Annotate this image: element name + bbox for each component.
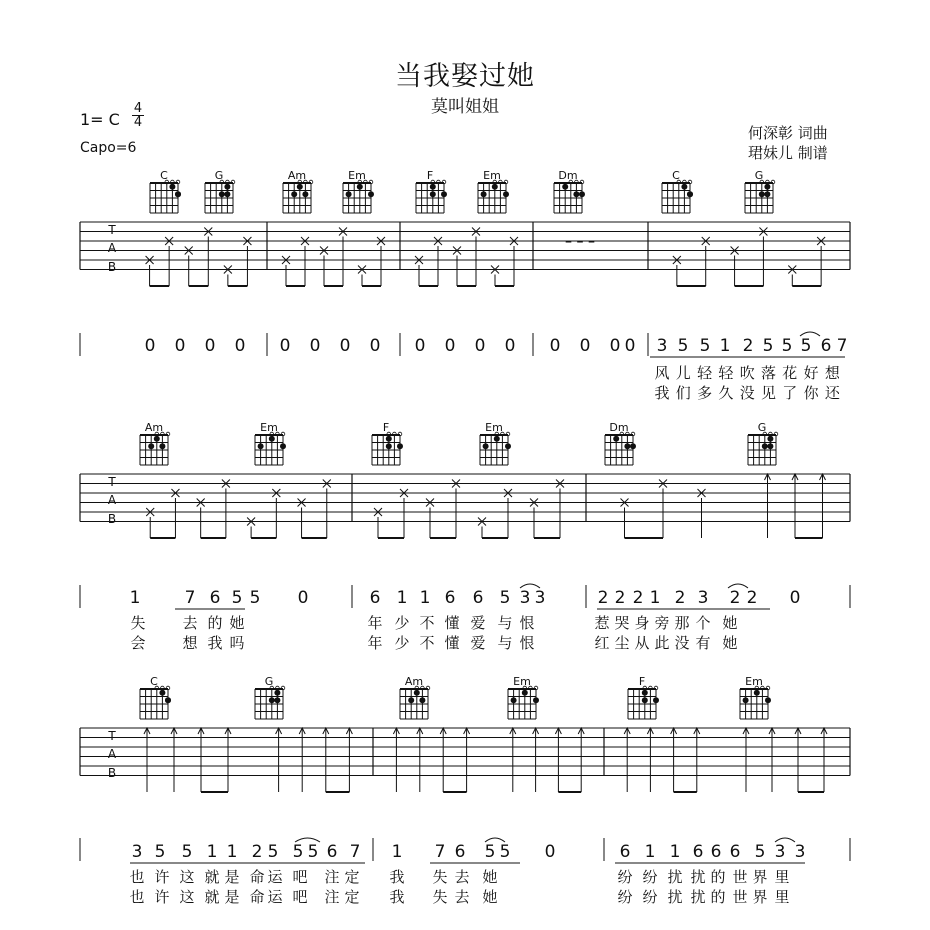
jianpu-note: 0	[474, 336, 486, 356]
lyric-line1: 与	[497, 614, 513, 632]
jianpu-note: 2	[742, 336, 754, 356]
lyric-line2: 我	[207, 634, 223, 652]
jianpu-note: 1	[669, 842, 681, 862]
chord-dot	[291, 191, 297, 197]
jianpu-note: 0	[414, 336, 426, 356]
lyric-line1: 失	[432, 868, 448, 886]
lyric-line2: 有	[695, 634, 711, 652]
lyric-line1: 的	[710, 868, 726, 886]
tab-letter-b: B	[107, 512, 117, 526]
jianpu-note: 5	[292, 842, 304, 862]
chord-dot	[441, 191, 447, 197]
time-signature-top: 4	[133, 101, 143, 116]
chord-dot	[759, 191, 765, 197]
jianpu-note: 7	[184, 588, 196, 608]
lyric-line2: 我	[389, 888, 405, 906]
capo-label: Capo=6	[80, 140, 137, 156]
lyric-line1: 吧	[292, 868, 308, 886]
lyric-line1: 许	[154, 868, 170, 886]
chord-dot	[630, 443, 636, 449]
jianpu-note: 5	[800, 336, 812, 356]
chord-name: Em	[513, 675, 531, 688]
lyric-line2: 没	[739, 384, 755, 402]
lyric-line2: 懂	[444, 634, 460, 652]
jianpu-note: 7	[434, 842, 446, 862]
jianpu-note: 1	[206, 842, 218, 862]
tab-letter-b: B	[107, 766, 117, 780]
lyric-line2: 恨	[519, 634, 535, 652]
jianpu-note: 0	[544, 842, 556, 862]
transcriber-credit: 珺妹儿 制谱	[748, 144, 828, 162]
song-title: 当我娶过她	[395, 61, 535, 92]
lyric-line1: 的	[207, 614, 223, 632]
lyric-line2: 少	[394, 634, 410, 652]
chord-dot	[224, 184, 230, 190]
tab-letter-a: A	[107, 747, 117, 761]
chord-dot	[414, 690, 420, 696]
lyric-line2: 也	[129, 888, 145, 906]
lyric-line2: 去	[454, 888, 470, 906]
chord-dot	[430, 184, 436, 190]
chord-dot	[302, 191, 308, 197]
lyric-line2: 爱	[470, 634, 486, 652]
lyric-line2: 从	[634, 634, 650, 652]
chord-dot	[579, 191, 585, 197]
lyric-line1: 我	[389, 868, 405, 886]
jianpu-note: 3	[774, 842, 786, 862]
chord-name: Em	[260, 421, 278, 434]
lyric-line1: 旁	[654, 614, 670, 632]
jianpu-note: 3	[794, 842, 806, 862]
chord-name: F	[382, 421, 390, 434]
chord-dot	[764, 184, 770, 190]
chord-name: Em	[745, 675, 763, 688]
chord-dot	[613, 436, 619, 442]
chord-dot	[397, 443, 403, 449]
chord-dot	[148, 443, 154, 449]
lyric-line2: 红	[594, 634, 610, 652]
jianpu-note: 2	[746, 588, 758, 608]
jianpu-note: 7	[349, 842, 361, 862]
lyric-line1: 风	[654, 364, 670, 382]
jianpu-note: 0	[579, 336, 591, 356]
lyric-line2: 她	[722, 634, 738, 652]
chord-dot	[762, 443, 768, 449]
lyric-line1: 纷	[617, 868, 633, 886]
chord-name: Dm	[609, 421, 629, 434]
chord-dot	[642, 690, 648, 696]
chord-dot	[765, 697, 771, 703]
lyric-line2: 吧	[292, 888, 308, 906]
jianpu-note: 2	[674, 588, 686, 608]
lyric-line1: 懂	[444, 614, 460, 632]
jianpu-note: 0	[789, 588, 801, 608]
chord-name: G	[214, 169, 224, 182]
jianpu-note: 0	[234, 336, 246, 356]
jianpu-note: 0	[174, 336, 186, 356]
lyric-line1: 恨	[519, 614, 535, 632]
lyric-line2: 纷	[642, 888, 658, 906]
jianpu-note: 6	[209, 588, 221, 608]
jianpu-note: 5	[762, 336, 774, 356]
lyric-line1: 年	[367, 614, 383, 632]
tab-letter-t: T	[108, 729, 116, 743]
jianpu-note: 5	[249, 588, 261, 608]
jianpu-note: 0	[309, 336, 321, 356]
lyric-line1: 吹	[739, 364, 755, 382]
lyricist-composer-credit: 何深彰 词曲	[748, 124, 828, 142]
chord-dot	[258, 443, 264, 449]
lyric-line2: 定	[344, 888, 360, 906]
lyric-line2: 扰	[690, 888, 706, 906]
jianpu-note: 6	[472, 588, 484, 608]
jianpu-note: 7	[836, 336, 848, 356]
lyric-line2: 你	[803, 384, 819, 402]
lyric-line1: 不	[419, 614, 435, 632]
lyric-line2: 世	[732, 888, 748, 906]
jianpu-note: 5	[267, 842, 279, 862]
chord-dot	[419, 697, 425, 703]
chord-name: F	[638, 675, 646, 688]
chord-dot	[219, 191, 225, 197]
chord-name: C	[160, 169, 168, 182]
jianpu-note: 5	[181, 842, 193, 862]
chord-dot	[767, 436, 773, 442]
jianpu-note: 0	[369, 336, 381, 356]
lyric-line1: 扰	[690, 868, 706, 886]
chord-dot	[764, 191, 770, 197]
chord-dot	[297, 184, 303, 190]
chord-dot	[522, 690, 528, 696]
jianpu-note: 5	[699, 336, 711, 356]
lyric-line1: 轻	[697, 364, 713, 382]
lyric-line1: 儿	[675, 364, 691, 382]
lyric-line2: 没	[674, 634, 690, 652]
chord-dot	[767, 443, 773, 449]
tab-letter-t: T	[108, 223, 116, 237]
chord-dot	[368, 191, 374, 197]
lyric-line1: 花	[782, 364, 798, 382]
jianpu-note: 1	[226, 842, 238, 862]
chord-dot	[624, 443, 630, 449]
jianpu-note: 1	[396, 588, 408, 608]
jianpu-note: 2	[614, 588, 626, 608]
lyric-line1: 也	[129, 868, 145, 886]
lyric-line1: 身	[634, 614, 650, 632]
jianpu-note: 0	[549, 336, 561, 356]
chord-name: C	[150, 675, 158, 688]
lyric-line2: 与	[497, 634, 513, 652]
chord-dot	[154, 436, 160, 442]
jianpu-note: 1	[419, 588, 431, 608]
jianpu-note: 5	[781, 336, 793, 356]
jianpu-note: 5	[499, 588, 511, 608]
lyric-line2: 还	[824, 384, 840, 402]
lyric-line1: 她	[482, 868, 498, 886]
tab-letter-b: B	[107, 260, 117, 274]
chord-dot	[573, 191, 579, 197]
chord-name: F	[426, 169, 434, 182]
jianpu-note: 5	[231, 588, 243, 608]
lyric-line1: 命	[249, 868, 265, 886]
tab-letter-a: A	[107, 241, 117, 255]
lyric-line1: 她	[229, 614, 245, 632]
lyric-line2: 就	[204, 888, 220, 906]
lyric-line1: 惹	[594, 614, 610, 632]
jianpu-note: 1	[644, 842, 656, 862]
chord-dot	[159, 690, 165, 696]
jianpu-note: 6	[729, 842, 741, 862]
lyric-line1: 世	[732, 868, 748, 886]
jianpu-note: 6	[710, 842, 722, 862]
lyric-line1: 纷	[642, 868, 658, 886]
jianpu-note: 6	[369, 588, 381, 608]
chord-dot	[159, 443, 165, 449]
chord-dot	[687, 191, 693, 197]
jianpu-note: 1	[649, 588, 661, 608]
lyric-line2: 久	[718, 384, 734, 402]
lyric-line1: 这	[179, 868, 195, 886]
chord-dot	[492, 184, 498, 190]
jianpu-note: 3	[697, 588, 709, 608]
lyric-line2: 我	[654, 384, 670, 402]
lyric-line1: 那	[674, 614, 690, 632]
jianpu-note: 1	[129, 588, 141, 608]
jianpu-note: 2	[251, 842, 263, 862]
lyric-line2: 吗	[229, 634, 245, 652]
jianpu-note: 0	[609, 336, 621, 356]
chord-dot	[505, 443, 511, 449]
lyric-line2: 里	[774, 888, 790, 906]
lyric-line1: 界	[752, 868, 768, 886]
lyric-line1: 个	[695, 614, 711, 632]
chord-dot	[346, 191, 352, 197]
lyric-line1: 运	[267, 868, 283, 886]
lyric-line2: 是	[224, 888, 240, 906]
chord-dot	[503, 191, 509, 197]
jianpu-note: 3	[534, 588, 546, 608]
chord-dot	[165, 697, 171, 703]
lyric-line2: 注	[324, 888, 340, 906]
lyric-line2: 界	[752, 888, 768, 906]
chord-name: Am	[404, 675, 424, 688]
chord-dot	[562, 184, 568, 190]
lyric-line2: 命	[249, 888, 265, 906]
chord-dot	[269, 436, 275, 442]
chord-dot	[754, 690, 760, 696]
song-artist: 莫叫姐姐	[431, 97, 499, 117]
lyric-line1: 里	[774, 868, 790, 886]
jianpu-note: 0	[624, 336, 636, 356]
jianpu-note: 0	[144, 336, 156, 356]
lyric-line2: 们	[675, 384, 691, 402]
lyric-line2: 扰	[667, 888, 683, 906]
lyric-line2: 运	[267, 888, 283, 906]
lyric-line2: 年	[367, 634, 383, 652]
lyric-line1: 少	[394, 614, 410, 632]
lyric-line2: 许	[154, 888, 170, 906]
lyric-line2: 尘	[614, 634, 630, 652]
jianpu-note: 6	[454, 842, 466, 862]
lyric-line1: 落	[760, 364, 777, 382]
chord-dot	[175, 191, 181, 197]
chord-dot	[169, 184, 175, 190]
chord-dot	[642, 697, 648, 703]
lyric-line1: 定	[344, 868, 360, 886]
chord-name: Am	[287, 169, 307, 182]
lyric-line1: 爱	[470, 614, 486, 632]
jianpu-note: 3	[131, 842, 143, 862]
lyric-line2: 不	[419, 634, 435, 652]
jianpu-note: 0	[444, 336, 456, 356]
jianpu-note: 2	[729, 588, 741, 608]
chord-name: G	[264, 675, 274, 688]
lyric-line2: 了	[782, 384, 798, 402]
chord-name: G	[754, 169, 764, 182]
chord-dot	[481, 191, 487, 197]
jianpu-note: 6	[444, 588, 456, 608]
lyric-line1: 失	[130, 614, 146, 632]
lyric-line1: 去	[454, 868, 470, 886]
jianpu-note: 5	[484, 842, 496, 862]
chord-dot	[274, 697, 280, 703]
lyric-line1: 轻	[718, 364, 734, 382]
lyric-line2: 想	[182, 634, 198, 652]
chord-dot	[743, 697, 749, 703]
jianpu-note: 5	[154, 842, 166, 862]
chord-dot	[653, 697, 659, 703]
chord-dot	[280, 443, 286, 449]
chord-dot	[511, 697, 517, 703]
lyric-line2: 的	[710, 888, 726, 906]
lyric-line2: 这	[179, 888, 195, 906]
lyric-line2: 见	[760, 384, 777, 402]
jianpu-note: 6	[326, 842, 338, 862]
jianpu-note: 6	[619, 842, 631, 862]
jianpu-note: 2	[597, 588, 609, 608]
chord-dot	[533, 697, 539, 703]
jianpu-note: 2	[632, 588, 644, 608]
jianpu-note: 5	[499, 842, 511, 862]
jianpu-note: 5	[754, 842, 766, 862]
jianpu-note: 3	[656, 336, 668, 356]
chord-name: Em	[485, 421, 503, 434]
jianpu-note: 0	[297, 588, 309, 608]
tab-letter-t: T	[108, 475, 116, 489]
chord-dot	[494, 436, 500, 442]
jianpu-note: 0	[339, 336, 351, 356]
jianpu-note: 3	[519, 588, 531, 608]
chord-name: G	[757, 421, 767, 434]
chord-name: C	[672, 169, 680, 182]
chord-dot	[357, 184, 363, 190]
jianpu-note: 5	[307, 842, 319, 862]
lyric-line2: 会	[130, 634, 146, 652]
lyric-line1: 是	[224, 868, 240, 886]
chord-dot	[386, 443, 392, 449]
jianpu-note: 6	[692, 842, 704, 862]
jianpu-note: 0	[204, 336, 216, 356]
lyric-line2: 此	[654, 634, 670, 652]
rest-marks: – – –	[565, 234, 595, 250]
chord-dot	[269, 697, 275, 703]
jianpu-note: 6	[820, 336, 832, 356]
chord-dot	[386, 436, 392, 442]
chord-dot	[430, 191, 436, 197]
chord-name: Em	[348, 169, 366, 182]
lyric-line1: 就	[204, 868, 220, 886]
lyric-line1: 好	[803, 364, 819, 382]
chord-dot	[681, 184, 687, 190]
lyric-line1: 去	[182, 614, 198, 632]
chord-name: Am	[144, 421, 164, 434]
lyric-line2: 她	[482, 888, 498, 906]
chord-dot	[274, 690, 280, 696]
chord-dot	[408, 697, 414, 703]
chord-dot	[224, 191, 230, 197]
lyric-line1: 哭	[614, 614, 630, 632]
lyric-line1: 她	[722, 614, 738, 632]
lyric-line1: 扰	[667, 868, 683, 886]
jianpu-note: 0	[504, 336, 516, 356]
jianpu-note: 0	[279, 336, 291, 356]
jianpu-note: 1	[391, 842, 403, 862]
jianpu-note: 1	[719, 336, 731, 356]
chord-name: Dm	[558, 169, 578, 182]
lyric-line1: 想	[824, 364, 840, 382]
key-signature: 1= C	[80, 110, 120, 129]
time-signature-bottom: 4	[133, 115, 143, 130]
lyric-line2: 纷	[617, 888, 633, 906]
lyric-line2: 多	[697, 384, 713, 402]
jianpu-note: 5	[677, 336, 689, 356]
chord-name: Em	[483, 169, 501, 182]
tab-letter-a: A	[107, 493, 117, 507]
lyric-line2: 失	[432, 888, 448, 906]
lyric-line1: 注	[324, 868, 340, 886]
chord-dot	[483, 443, 489, 449]
